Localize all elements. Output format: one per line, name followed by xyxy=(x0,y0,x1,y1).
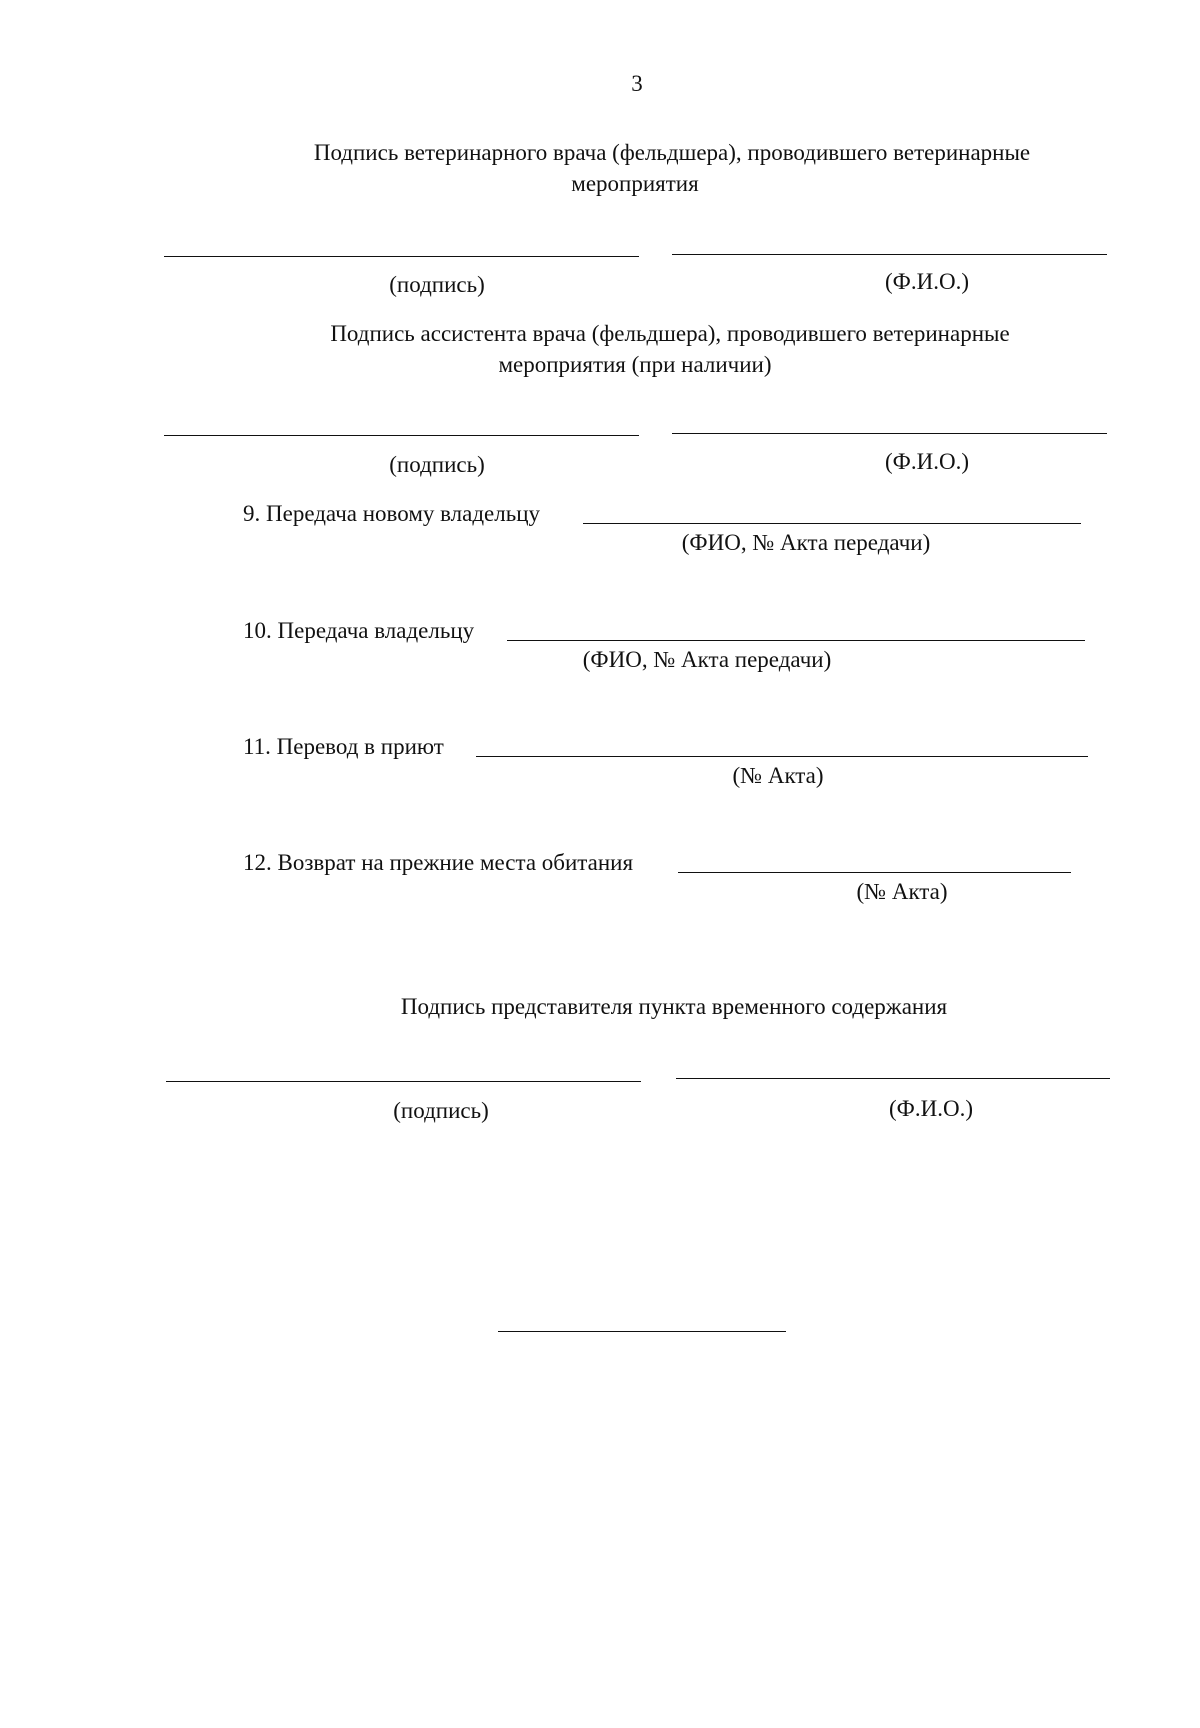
item-11-caption: (№ Акта) xyxy=(732,763,824,788)
vet-name-caption: (Ф.И.О.) xyxy=(885,269,969,294)
item-9-fill-line[interactable] xyxy=(583,523,1081,524)
facility-signature-caption: (подпись) xyxy=(393,1098,489,1123)
facility-name-line[interactable] xyxy=(676,1078,1110,1079)
vet-signature-heading-line1: Подпись ветеринарного врача (фельдшера), проводившего ветеринарные xyxy=(313,140,1031,165)
item-11-label: 11. Перевод в приют xyxy=(243,734,444,759)
closing-separator-line xyxy=(498,1331,786,1332)
page-number: 3 xyxy=(631,71,643,96)
facility-name-caption: (Ф.И.О.) xyxy=(889,1096,973,1121)
assistant-name-line[interactable] xyxy=(672,433,1107,434)
item-9-caption: (ФИО, № Акта передачи) xyxy=(681,530,931,555)
item-11-fill-line[interactable] xyxy=(476,756,1088,757)
item-10-caption: (ФИО, № Акта передачи) xyxy=(582,647,832,672)
item-12-fill-line[interactable] xyxy=(678,872,1071,873)
item-10-fill-line[interactable] xyxy=(507,640,1085,641)
vet-signature-line[interactable] xyxy=(164,256,639,257)
assistant-signature-caption: (подпись) xyxy=(389,452,485,477)
assistant-name-caption: (Ф.И.О.) xyxy=(885,449,969,474)
assistant-signature-line[interactable] xyxy=(164,435,639,436)
facility-signature-heading: Подпись представителя пункта временного содержания xyxy=(400,994,948,1019)
item-12-caption: (№ Акта) xyxy=(856,879,948,904)
item-9-label: 9. Передача новому владельцу xyxy=(243,501,541,526)
assistant-signature-heading-line2: мероприятия (при наличии) xyxy=(498,352,772,377)
facility-signature-line[interactable] xyxy=(166,1081,641,1082)
item-12-label: 12. Возврат на прежние места обитания xyxy=(243,850,634,875)
assistant-signature-heading-line1: Подпись ассистента врача (фельдшера), проводившего ветеринарные xyxy=(330,321,1010,346)
vet-name-line[interactable] xyxy=(672,254,1107,255)
item-10-label: 10. Передача владельцу xyxy=(243,618,475,643)
vet-signature-heading-line2: мероприятия xyxy=(571,171,699,196)
vet-signature-caption: (подпись) xyxy=(389,272,485,297)
